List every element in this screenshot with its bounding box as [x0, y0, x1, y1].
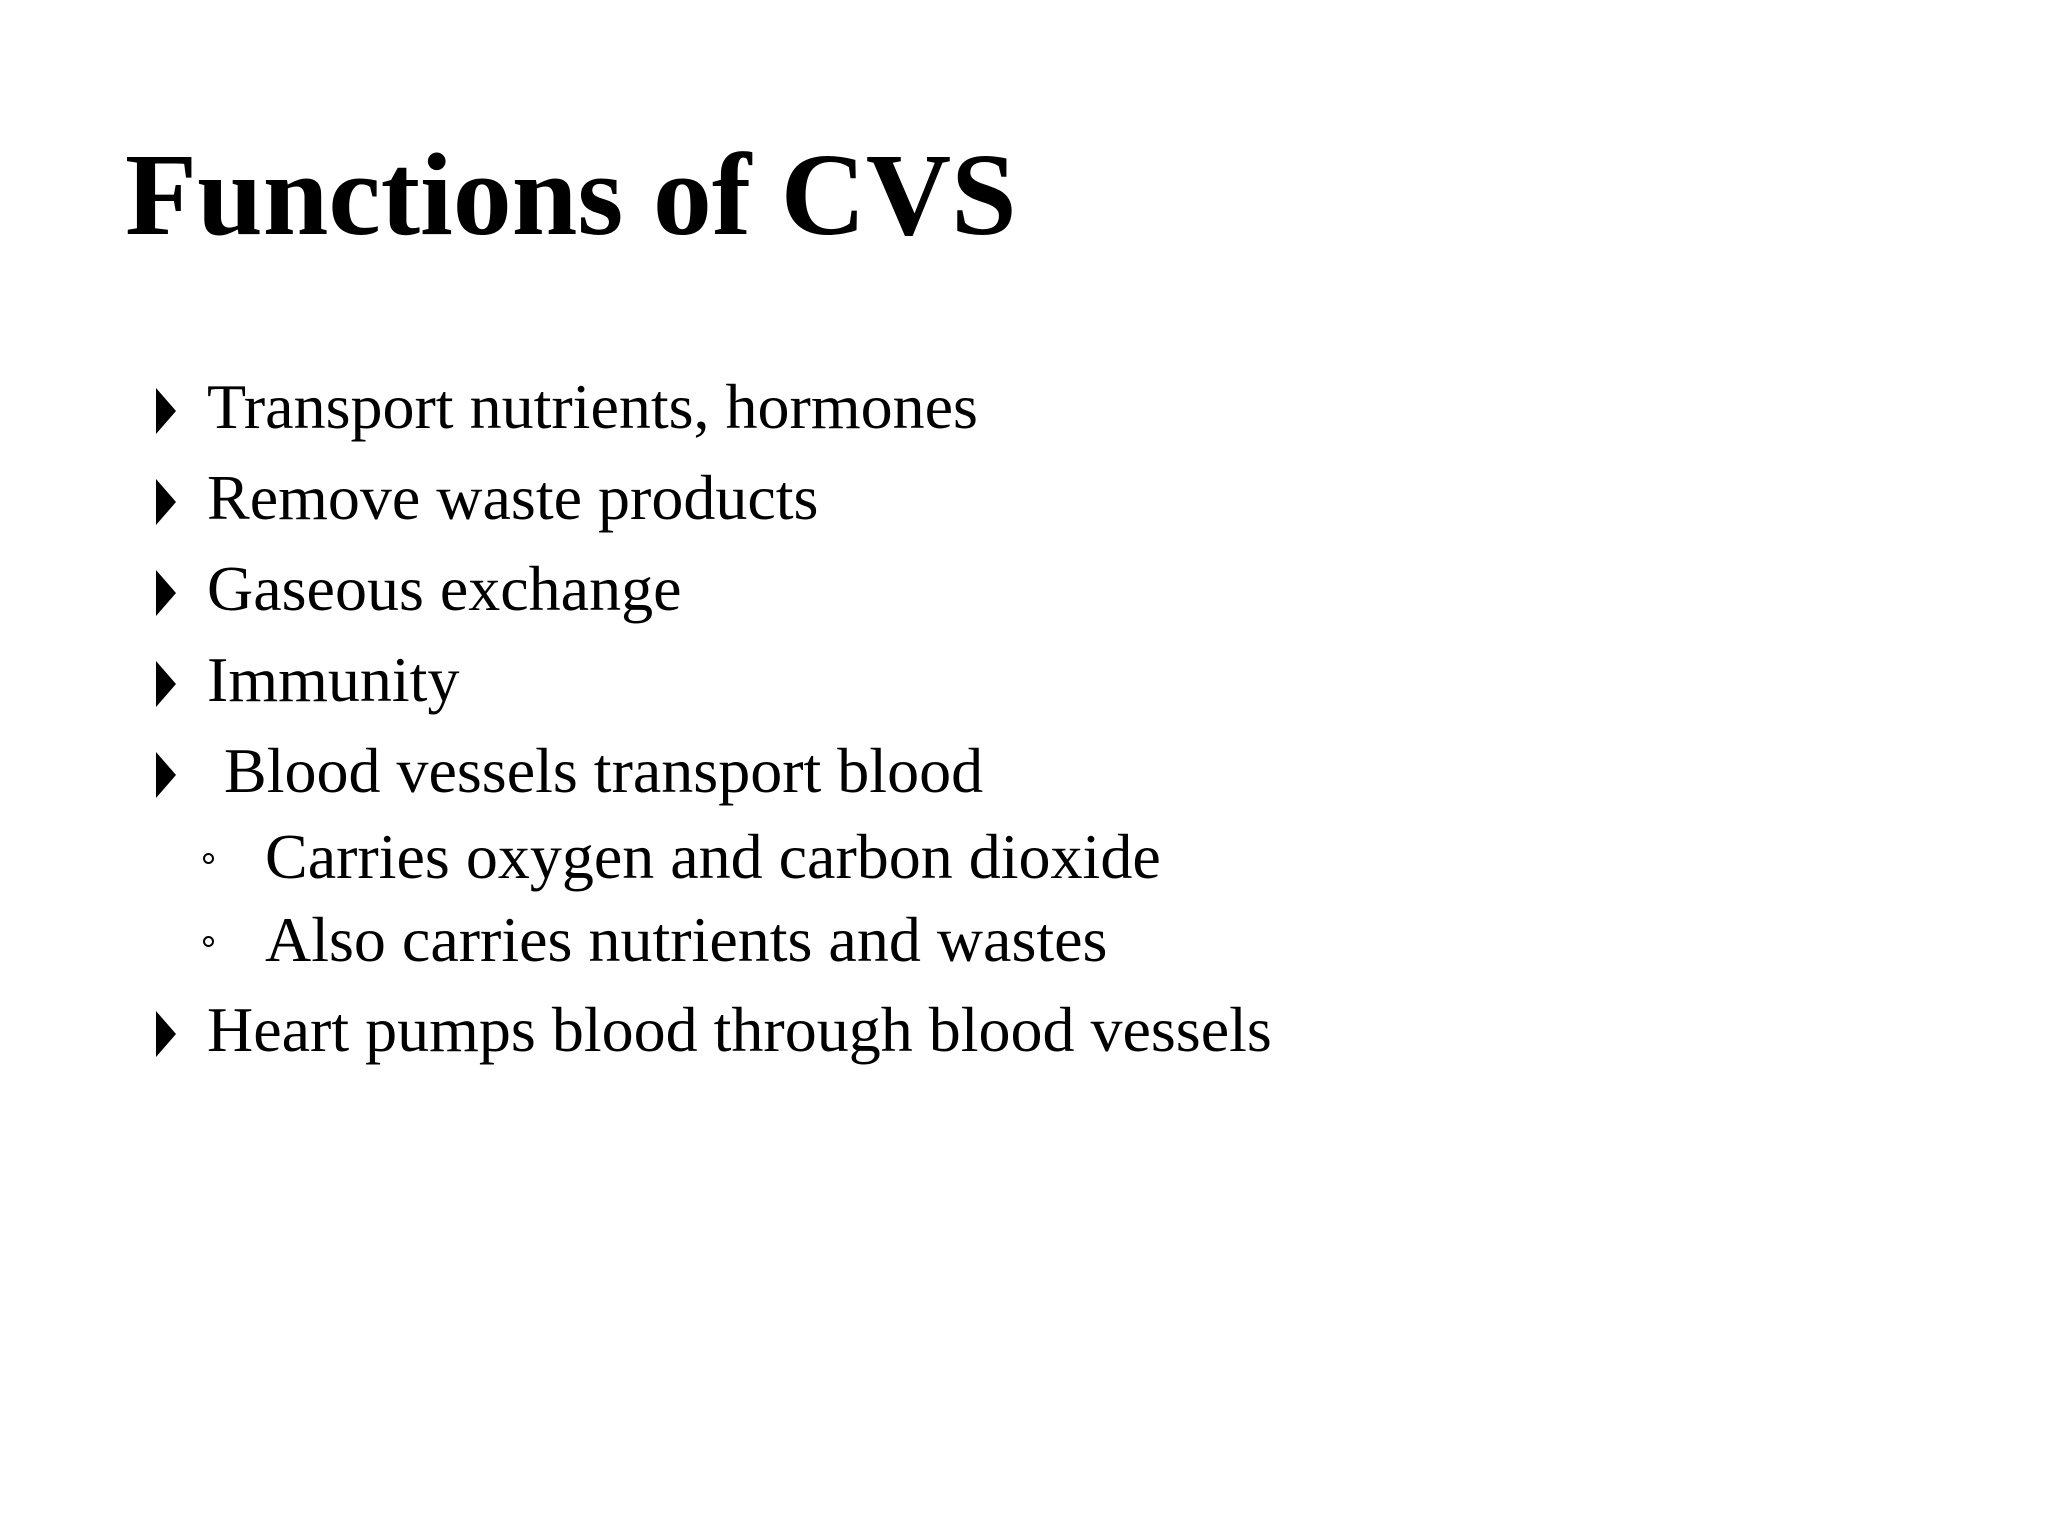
triangle-right-icon [156, 570, 176, 616]
bullet-text: Immunity [207, 644, 460, 715]
bullet-text: Blood vessels transport blood [224, 735, 984, 806]
sub-bullet-text: Also carries nutrients and wastes [265, 904, 1108, 975]
bullet-text: Transport nutrients, hormones [207, 371, 978, 442]
sub-bullet-text: Carries oxygen and carbon dioxide [265, 821, 1161, 892]
triangle-right-icon [156, 388, 176, 434]
bullet-text: Heart pumps blood through blood vessels [207, 994, 1272, 1065]
hollow-circle-icon [203, 853, 214, 864]
hollow-circle-icon [203, 936, 214, 947]
slide-title: Functions of CVS [125, 129, 1017, 260]
triangle-right-icon [156, 1011, 176, 1057]
bullet-text: Gaseous exchange [207, 553, 682, 624]
triangle-right-icon [156, 661, 176, 707]
bullet-text: Remove waste products [207, 462, 819, 533]
triangle-right-icon [156, 752, 176, 798]
triangle-right-icon [156, 479, 176, 525]
